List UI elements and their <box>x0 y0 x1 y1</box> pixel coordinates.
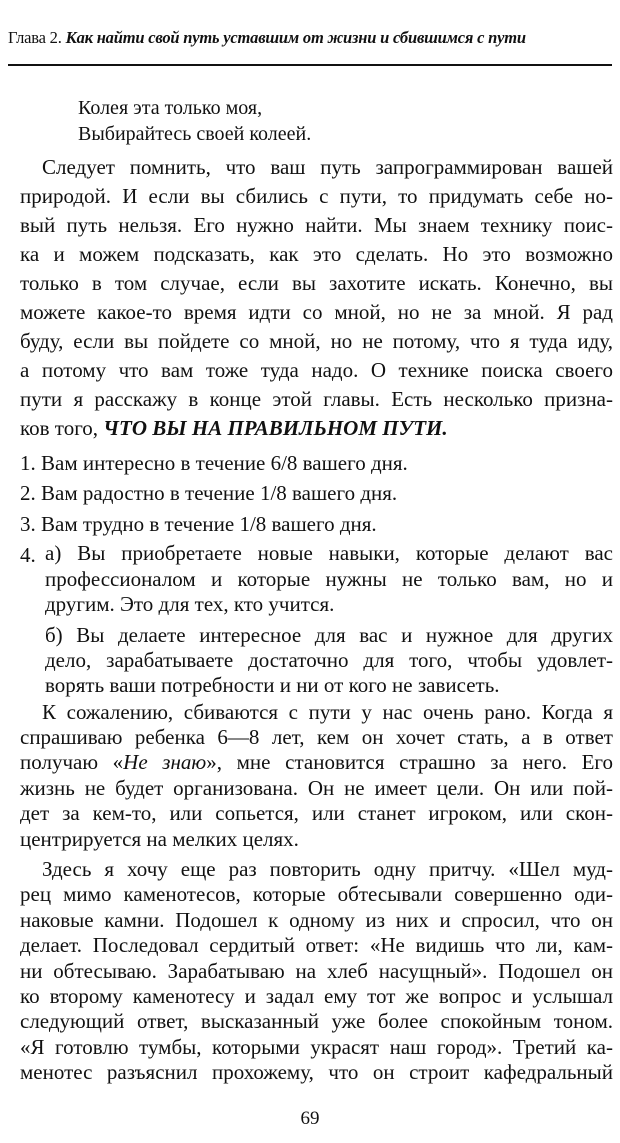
text-line <box>20 752 613 773</box>
text-line: менотес разъяснил прохожему, что он строит кафедральный <box>20 1060 613 1084</box>
text-line: центрируется на мелких целях. <box>20 826 299 851</box>
text-line: вый путь нельзя. Его нужно найти. Мы знаем технику поис- <box>20 213 613 237</box>
text-line: К сожалению, сбиваются с пути у нас очень рано. Когда я <box>42 699 613 724</box>
list-item: 2. Вам радостно в течение 1/8 вашего дня. <box>20 481 398 506</box>
list-item: 3. Вам трудно в течение 1/8 вашего дня. <box>20 511 377 536</box>
text-line: Следует помнить, что ваш путь запрограммирован вашей <box>42 155 613 179</box>
text-span: ков того, <box>20 416 104 440</box>
text-line: наковые камни. Подошел к одному из них и спросил, что он <box>20 907 613 932</box>
list-number: 4. <box>20 543 36 568</box>
text-line: а потому что вам тоже туда надо. О технике поиска своего <box>20 358 613 382</box>
text-line: «Я готовлю тумбы, которыми украсят наш город». Третий ка- <box>20 1034 613 1059</box>
text-line: ворять ваши потребности и ни от кого не зависеть. <box>45 673 500 698</box>
verse-line: Колея эта только моя, <box>78 97 263 119</box>
page-number: 69 <box>300 1108 320 1129</box>
text-line: ни обтесываю. Зарабатываю на хлеб насущный». Подошел он <box>20 958 613 983</box>
text-line: делает. Последовал сердитый ответ: «Не видишь что ли, кам- <box>20 933 613 958</box>
text-line: Здесь я хочу еще раз повторить одну притчу. «Шел муд- <box>42 857 613 882</box>
verse-line: Выбирайтесь своей колеей. <box>78 123 312 145</box>
text-line: жизнь не будет организована. Он не имеет цели. Он или пой- <box>20 775 613 800</box>
emphasis-text: Не знаю <box>123 750 207 775</box>
text-line: пути я расскажу в конце этой главы. Есть несколько призна- <box>20 387 613 411</box>
text-line: буду, если вы пойдете со мной, но не потому, что я туда иду, <box>20 329 613 353</box>
text-line: только в том случае, если вы захотите искать. Конечно, вы <box>20 271 613 295</box>
text-span: », мне становится страшно за него. Его <box>206 750 614 775</box>
list-item: 1. Вам интересно в течение 6/8 вашего дня. <box>20 450 408 475</box>
text-line <box>20 418 613 439</box>
header-rule <box>8 64 612 66</box>
text-line: ка и можем подсказать, как это сделать. Но это возможно <box>20 242 613 266</box>
text-span: получаю « <box>20 750 124 775</box>
text-line: природой. И если вы сбились с пути, то придумать себе но- <box>20 184 613 208</box>
text-line: а) Вы приобретаете новые навыки, которые делают вас <box>45 541 613 566</box>
text-line: другим. Это для тех, кто учится. <box>45 592 335 617</box>
text-line: спрашиваю ребенка 6—8 лет, кем он хочет стать, а в ответ <box>20 725 613 749</box>
text-line: следующий ответ, высказанный уже более спокойным тоном. <box>20 1009 613 1034</box>
text-line: дет за кем-то, или сопьется, или станет игроком, или скон- <box>20 801 613 826</box>
text-line: ко второму каменотесу и задал ему тот же вопрос и услышал <box>20 983 613 1008</box>
text-line: б) Вы делаете интересное для вас и нужное для других <box>45 622 613 647</box>
running-header <box>8 28 612 48</box>
chapter-label: Глава 2. <box>8 28 62 47</box>
emphasis-text: ЧТО ВЫ НА ПРАВИЛЬНОМ ПУТИ. <box>103 416 448 440</box>
text-line: рец мимо каменотесов, которые обтесывали совершенно оди- <box>20 882 613 907</box>
text-line: дело, зарабатываете достаточно для того, чтобы удовлет- <box>45 648 613 672</box>
text-line: можете какое-то время идти со мной, но не за мной. Я рад <box>20 300 613 324</box>
chapter-title: Как найти свой путь уставшим от жизни и сбившимся с пути <box>65 28 526 47</box>
text-line: профессионалом и которые нужны не только вам, но и <box>45 566 613 591</box>
